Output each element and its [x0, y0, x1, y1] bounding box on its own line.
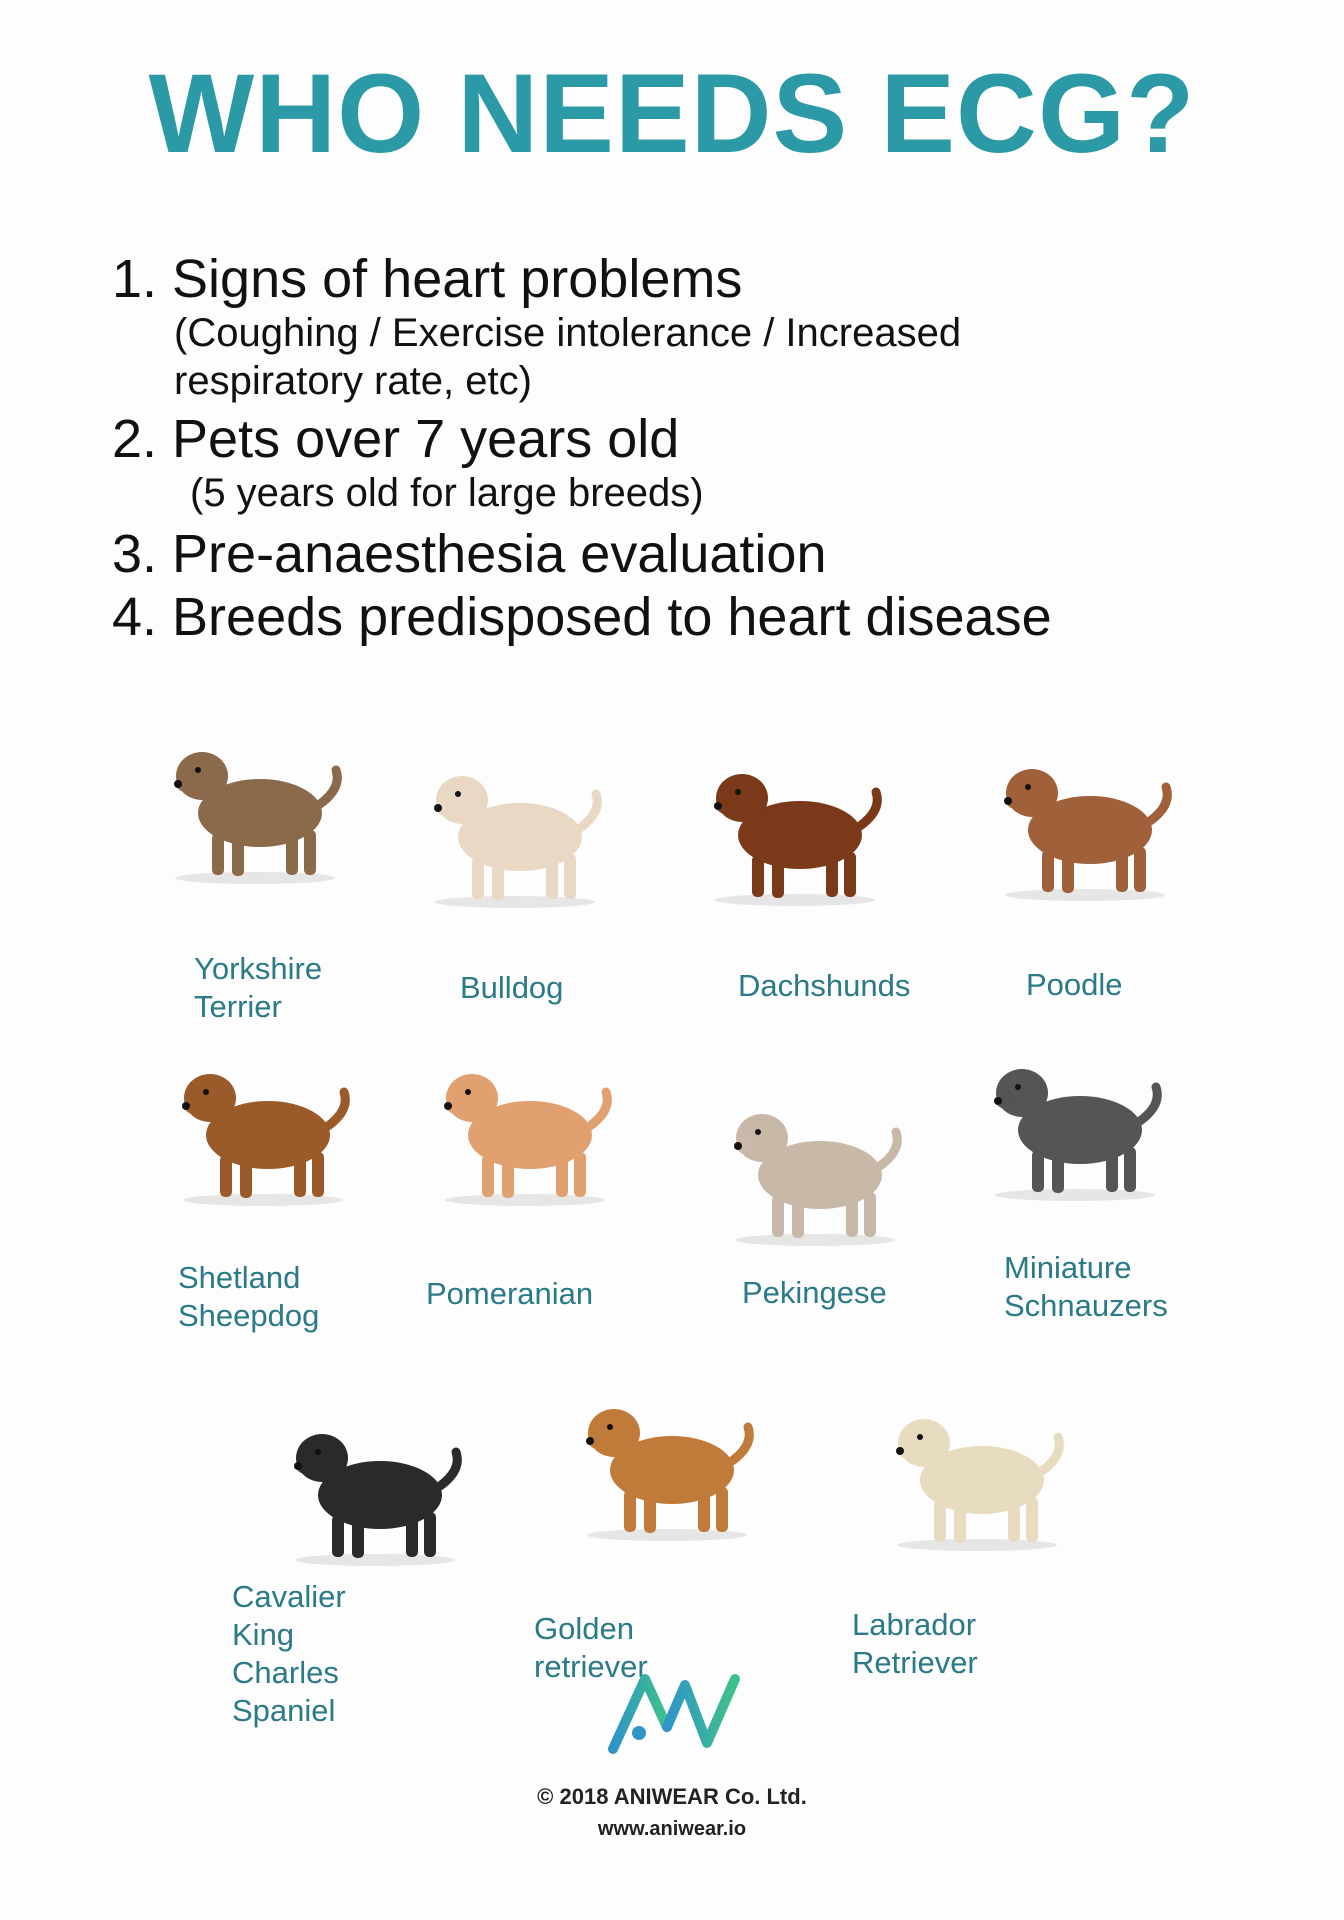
breed-label: Dachshunds: [738, 968, 911, 1003]
breed-label: Yorkshire Terrier: [194, 951, 323, 1024]
breed-label: Pekingese: [742, 1275, 887, 1310]
criterion-4: [112, 588, 1052, 647]
criterion-heading: 1. Signs of heart problems: [112, 249, 743, 309]
breed-label: Golden retriever: [534, 1611, 648, 1684]
labrador-retriever-photo: [882, 1385, 1072, 1555]
website-link[interactable]: www.aniwear.io: [597, 1818, 747, 1840]
golden-retriever-photo: [572, 1375, 762, 1545]
criterion-1: [112, 250, 1154, 405]
criterion-3: [112, 525, 826, 584]
criterion-heading: 4. Breeds predisposed to heart disease: [112, 587, 1052, 647]
breed-label: Cavalier King Charles Spaniel: [232, 1579, 346, 1728]
criterion-detail: (5 years old for large breeds): [190, 471, 704, 516]
breed-label: Miniature Schnauzers: [1004, 1250, 1168, 1323]
shetland-sheepdog-photo: [168, 1040, 358, 1210]
criterion-heading: 2. Pets over 7 years old: [112, 409, 680, 469]
pomeranian-photo: [430, 1040, 620, 1210]
aniwear-logo-icon: [605, 1665, 745, 1762]
breed-label: Pomeranian: [426, 1276, 594, 1311]
breed-label: Shetland Sheepdog: [178, 1260, 320, 1333]
criterion-heading: 3. Pre-anaesthesia evaluation: [112, 524, 827, 584]
cavalier-king-charles-spaniel-photo: [280, 1400, 470, 1570]
miniature-schnauzer-photo: [980, 1035, 1170, 1205]
page-title: WHO NEEDS ECG?: [148, 51, 1196, 176]
yorkshire-terrier-photo: [160, 718, 350, 888]
copyright-text: © 2018 ANIWEAR Co. Ltd.: [537, 1784, 807, 1809]
breed-label: Poodle: [1026, 967, 1123, 1002]
breed-label: Bulldog: [460, 970, 564, 1005]
criterion-2: [112, 410, 704, 517]
dachshund-photo: [700, 740, 890, 910]
bulldog-photo: [420, 742, 610, 912]
poodle-photo: [990, 735, 1180, 905]
criterion-detail: (Coughing / Exercise intolerance / Increased respiratory rate, etc): [174, 311, 962, 404]
pekingese-photo: [720, 1080, 910, 1250]
breed-label: Labrador Retriever: [852, 1607, 978, 1680]
